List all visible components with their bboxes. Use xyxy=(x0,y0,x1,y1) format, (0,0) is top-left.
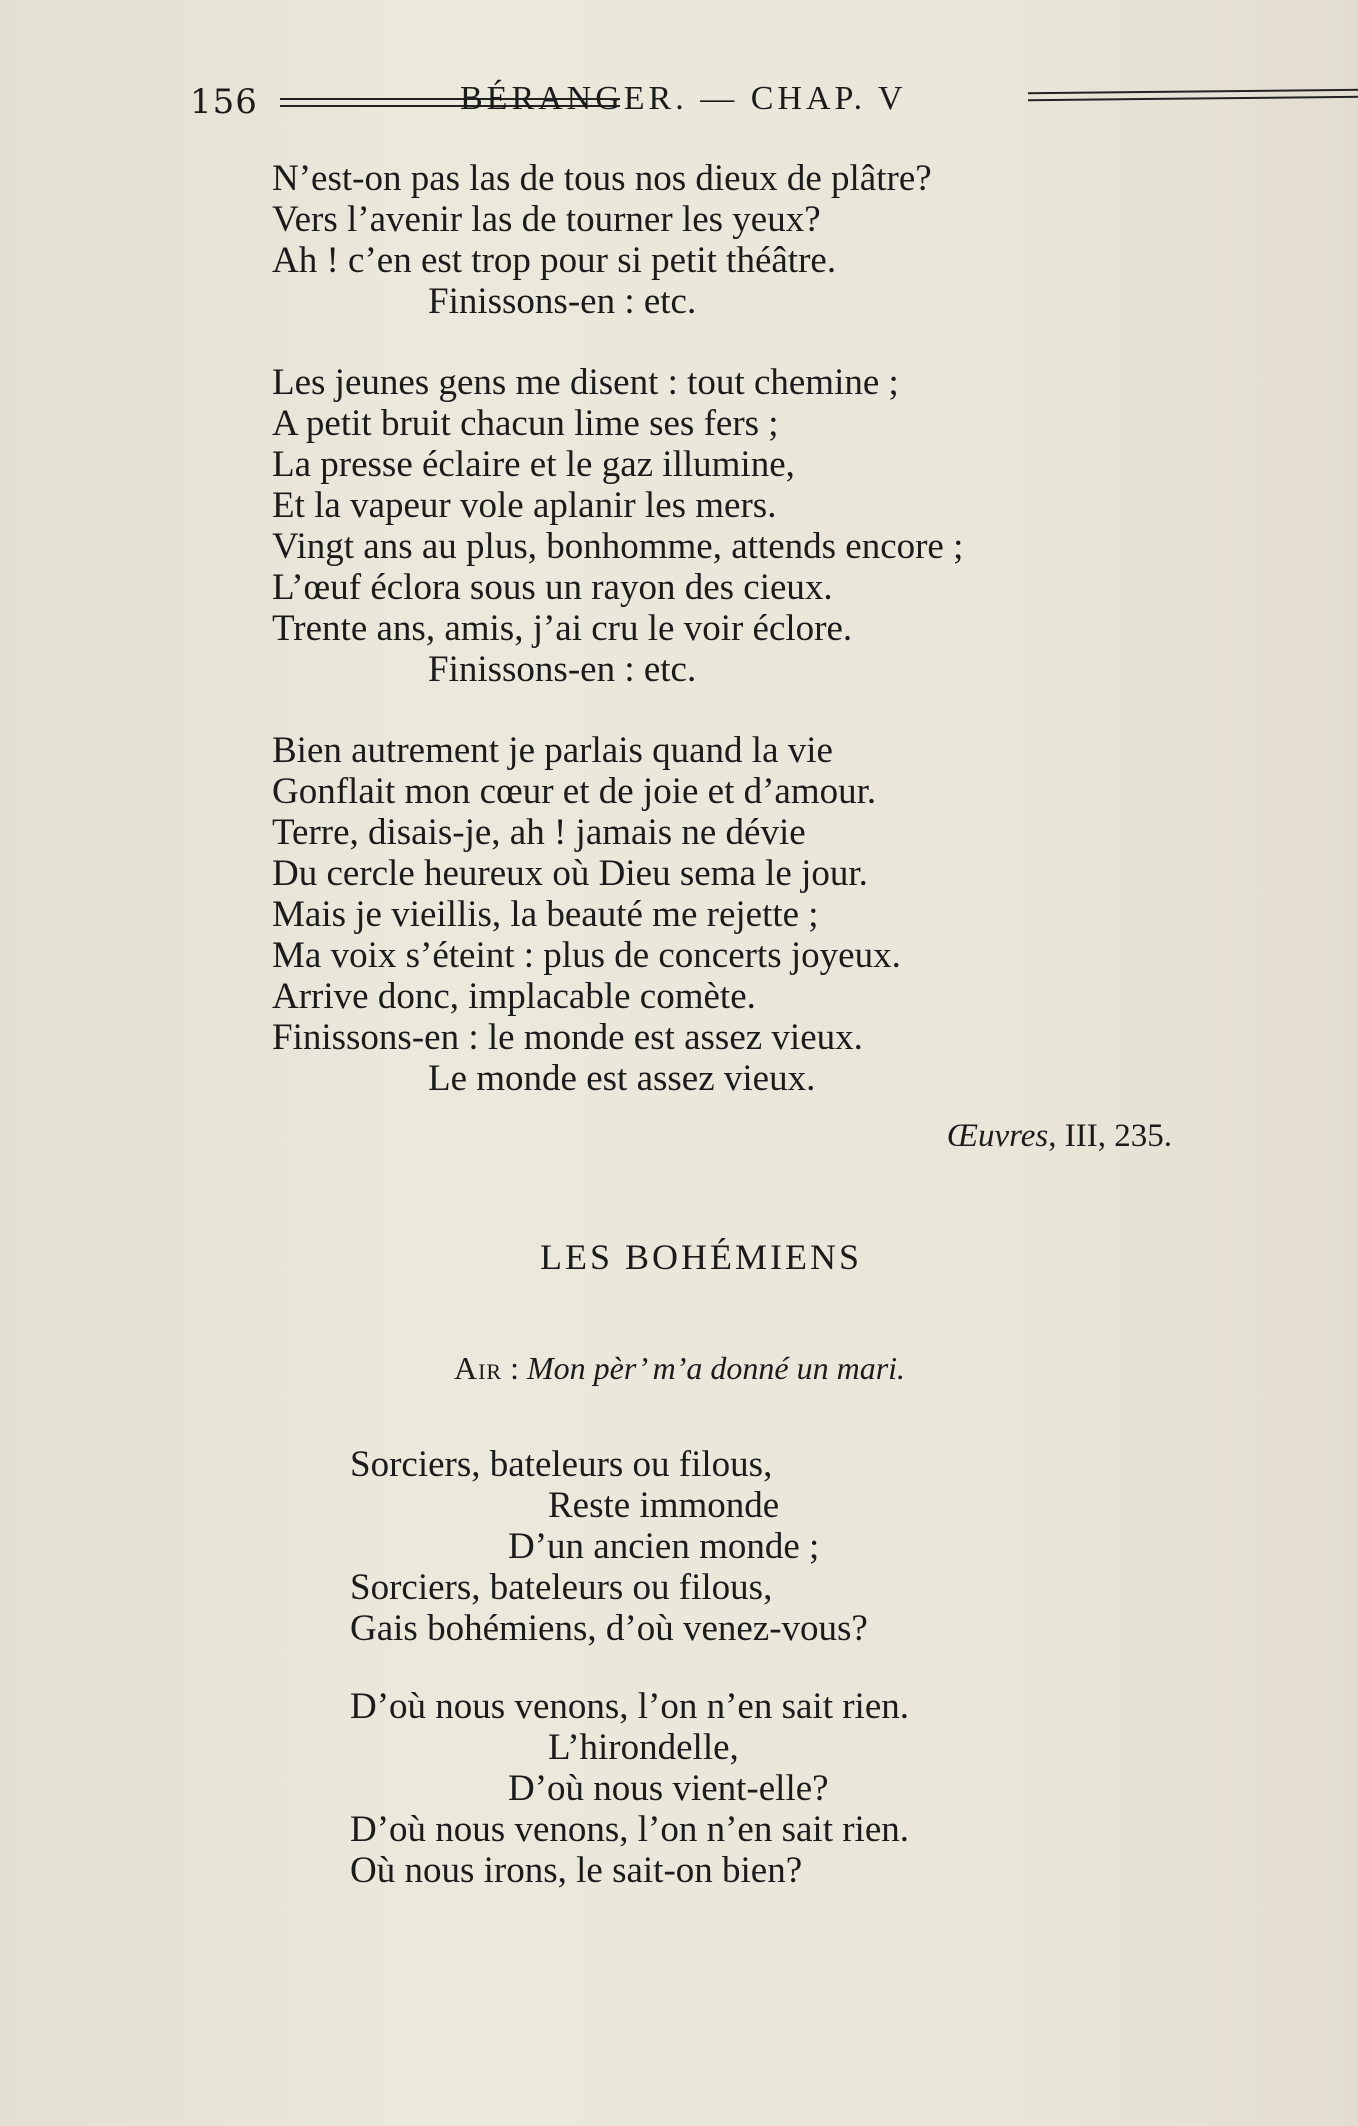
running-header xyxy=(190,78,1280,128)
stanza-2 xyxy=(272,362,963,690)
verse-line: La presse éclaire et le gaz illumine, xyxy=(272,444,795,485)
verse-line: D’où nous vient-elle? xyxy=(508,1768,829,1809)
verse-line: A petit bruit chacun lime ses fers ; xyxy=(272,403,779,444)
verse-line: Bien autrement je parlais quand la vie xyxy=(272,730,833,771)
verse-line: Trente ans, amis, j’ai cru le voir éclore. xyxy=(272,608,853,649)
verse-line: Vers l’avenir las de tourner les yeux? xyxy=(272,199,821,240)
verse-line: Gais bohémiens, d’où venez-vous? xyxy=(350,1608,868,1649)
citation xyxy=(880,1118,1172,1155)
header-rule-right xyxy=(1028,88,1358,102)
refrain-line: Finissons-en : etc. xyxy=(428,281,697,322)
verse-line: Finissons-en : le monde est assez vieux. xyxy=(272,1017,863,1058)
air-separator: : xyxy=(502,1350,527,1386)
verse-line: L’hirondelle, xyxy=(548,1727,739,1768)
poem-title: LES BOHÉMIENS xyxy=(540,1237,863,1277)
verse-line: D’un ancien monde ; xyxy=(508,1526,820,1567)
verse-line: Mais je vieillis, la beauté me rejette ; xyxy=(272,894,819,935)
citation-work: Œuvres xyxy=(946,1118,1049,1154)
air-label: Air xyxy=(454,1350,503,1386)
air-indication xyxy=(454,1350,905,1387)
air-tune: Mon pèr’ m’a donné un mari. xyxy=(527,1350,906,1386)
refrain-line: Finissons-en : etc. xyxy=(428,649,697,690)
verse-line: Ah ! c’en est trop pour si petit théâtre. xyxy=(272,240,837,281)
refrain-line: Le monde est assez vieux. xyxy=(428,1058,816,1099)
verse-line: Sorciers, bateleurs ou filous, xyxy=(350,1567,773,1608)
running-title: BÉRANGER. — CHAP. V xyxy=(460,80,907,117)
citation-ref: , III, 235. xyxy=(1048,1118,1172,1154)
poem2-stanza-1 xyxy=(350,1444,868,1649)
verse-line: N’est-on pas las de tous nos dieux de plâtre? xyxy=(272,158,932,199)
verse-line: Sorciers, bateleurs ou filous, xyxy=(350,1444,773,1485)
verse-line: Arrive donc, implacable comète. xyxy=(272,976,756,1017)
stanza-3 xyxy=(272,730,901,1099)
verse-line: L’œuf éclora sous un rayon des cieux. xyxy=(272,567,833,608)
page-number: 156 xyxy=(190,82,258,122)
verse-line: D’où nous venons, l’on n’en sait rien. xyxy=(350,1809,910,1850)
verse-line: Vingt ans au plus, bonhomme, attends encore ; xyxy=(272,526,964,567)
verse-line: Terre, disais-je, ah ! jamais ne dévie xyxy=(272,812,806,853)
verse-line: D’où nous venons, l’on n’en sait rien. xyxy=(350,1686,910,1727)
stanza-1 xyxy=(272,158,932,322)
verse-line: Les jeunes gens me disent : tout chemine ; xyxy=(272,362,899,403)
verse-line: Et la vapeur vole aplanir les mers. xyxy=(272,485,777,526)
poem2-stanza-2 xyxy=(350,1686,909,1891)
verse-line: Du cercle heureux où Dieu sema le jour. xyxy=(272,853,868,894)
verse-line: Gonflait mon cœur et de joie et d’amour. xyxy=(272,771,877,812)
verse-line: Reste immonde xyxy=(548,1485,780,1526)
verse-line: Où nous irons, le sait-on bien? xyxy=(350,1850,803,1891)
verse-line: Ma voix s’éteint : plus de concerts joyeux. xyxy=(272,935,901,976)
